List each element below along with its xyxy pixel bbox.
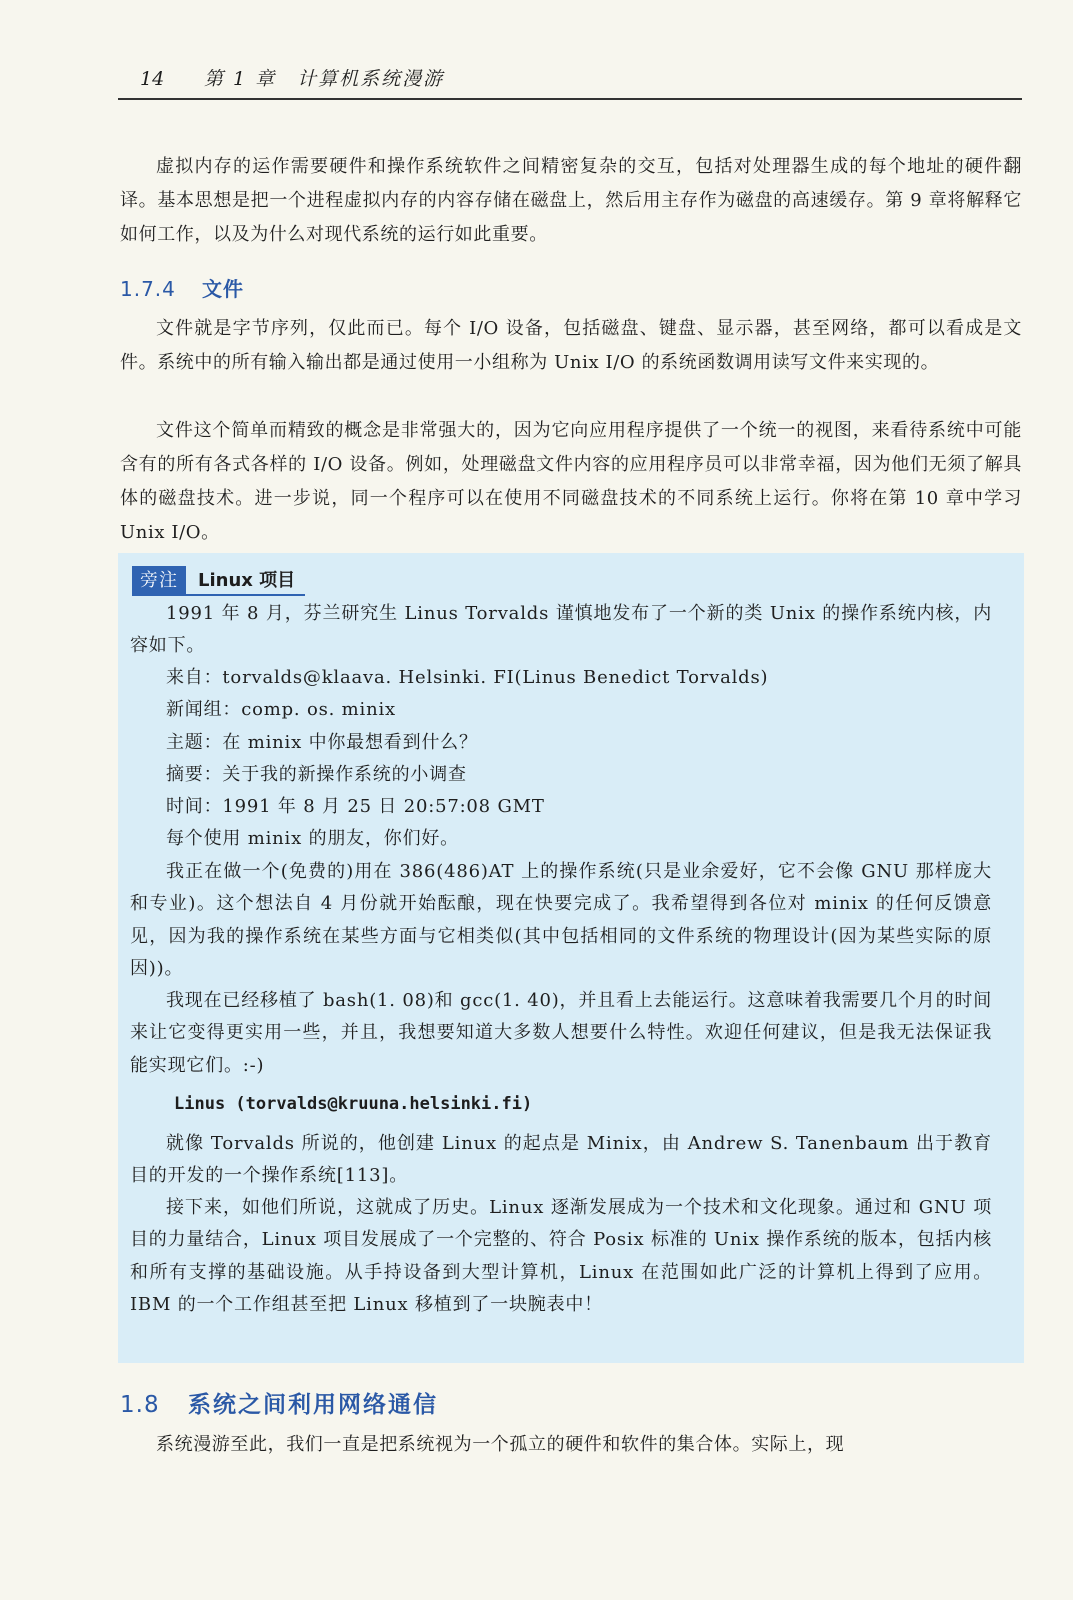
email-body-2: 我现在已经移植了 bash(1. 08)和 gcc(1. 40)，并且看上去能运行。这意味着我需要几个月的时间来让它变得更实用一些，并且，我想要知道大多数人想要什么特性。欢迎任何建议，但是我无法保证我能实现它们。:-) [130,990,992,1076]
section-number: 1.7.4 [120,277,176,301]
email-summary: 摘要：关于我的新操作系统的小调查 [166,764,467,785]
aside-tag: 旁注 [132,566,186,596]
files-paragraph-1: 文件就是字节序列，仅此而已。每个 I/O 设备，包括磁盘、键盘、显示器，甚至网络，都可以看成是文件。系统中的所有输入输出都是通过使用一小组称为 Unix I/O 的系统函数调用读写文件来实现的。 [120,318,1022,373]
email-time: 时间：1991 年 8 月 25 日 20:57:08 GMT [166,796,545,817]
aside-title: Linux 项目 [186,566,305,596]
aside-header [132,566,305,596]
email-signature: Linus (torvalds@kruuna.helsinki.fi) [174,1094,533,1114]
section-number: 1.8 [120,1392,160,1418]
aside-paragraph-minix: 就像 Torvalds 所说的，他创建 Linux 的起点是 Minix，由 Andrew S. Tanenbaum 出于教育目的开发的一个操作系统[113]。 [130,1133,992,1187]
section-title: 系统之间利用网络通信 [188,1392,438,1418]
aside-paragraph-intro: 1991 年 8 月，芬兰研究生 Linus Torvalds 谨慎地发布了一个新的类 Unix 的操作系统内核，内容如下。 [130,603,992,657]
network-paragraph: 系统漫游至此，我们一直是把系统视为一个孤立的硬件和软件的集合体。实际上，现 [156,1434,845,1455]
section-heading-1-7-4 [120,274,244,304]
email-subject: 主题：在 minix 中你最想看到什么？ [166,732,478,753]
page-number: 14 [140,68,165,90]
email-body-1: 我正在做一个(免费的)用在 386(486)AT 上的操作系统(只是业余爱好，它不会像 GNU 那样庞大和专业)。这个想法自 4 月份就开始酝酿，现在快要完成了。我希望得到各位对 minix 的任何反馈意见，因为我的操作系统在某些方面与它相类似(其中包括相同的文件系统的物理设计(因为某些实际的原因))。 [130,861,992,979]
files-paragraph-2: 文件这个简单而精致的概念是非常强大的，因为它向应用程序提供了一个统一的视图，来看待系统中可能含有的所有各式各样的 I/O 设备。例如，处理磁盘文件内容的应用程序员可以非常幸福，因为他们无须了解具体的磁盘技术。进一步说，同一个程序可以在使用不同磁盘技术的不同系统上运行。你将在第 10 章中学习 Unix I/O。 [120,420,1022,543]
running-header [118,64,1022,100]
email-newsgroup: 新闻组：comp. os. minix [166,699,396,720]
section-title: 文件 [202,277,244,301]
email-from: 来自：torvalds@klaava. Helsinki. FI(Linus Benedict Torvalds) [166,667,769,688]
email-greeting: 每个使用 minix 的朋友，你们好。 [166,828,459,849]
section-heading-1-8 [120,1388,438,1422]
chapter-title: 第 1 章 计算机系统漫游 [204,68,445,90]
aside-paragraph-history: 接下来，如他们所说，这就成了历史。Linux 逐渐发展成为一个技术和文化现象。通过和 GNU 项目的力量结合，Linux 项目发展成了一个完整的、符合 Posix 标准的 Unix 操作系统的版本，包括内核和所有支撑的基础设施。从手持设备到大型计算机，Linux 在范围如此广泛的计算机上得到了应用。IBM 的一个工作组甚至把 Linux 移植到了一块腕表中！ [130,1197,992,1315]
intro-paragraph: 虚拟内存的运作需要硬件和操作系统软件之间精密复杂的交互，包括对处理器生成的每个地址的硬件翻译。基本思想是把一个进程虚拟内存的内容存储在磁盘上，然后用主存作为磁盘的高速缓存。第 9 章将解释它如何工作，以及为什么对现代系统的运行如此重要。 [120,156,1022,245]
